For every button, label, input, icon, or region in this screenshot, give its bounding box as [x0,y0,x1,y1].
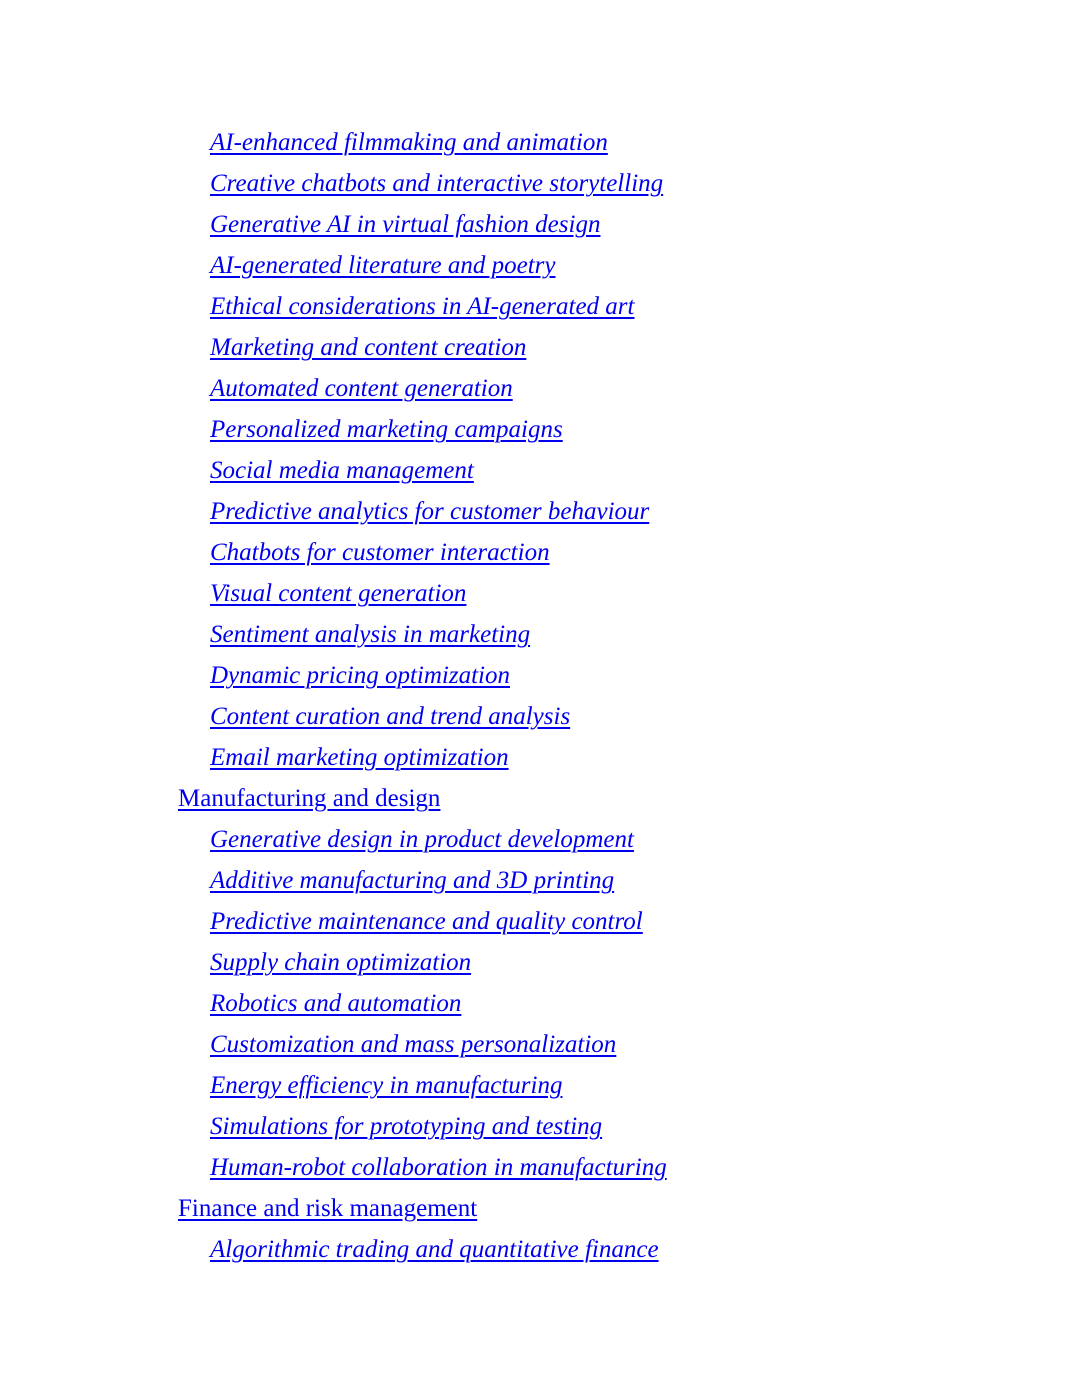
toc-subsection-link[interactable]: Marketing and content creation [210,334,527,361]
toc-subsection-link[interactable]: Ethical considerations in AI-generated art [210,293,635,320]
toc-entry [0,1024,1080,1065]
toc-subsection-link[interactable]: AI-generated literature and poetry [210,252,556,279]
toc-subsection-link[interactable]: Generative design in product development [210,826,634,853]
toc-entry [0,819,1080,860]
toc-entry [0,1229,1080,1270]
toc-entry [0,983,1080,1024]
toc-subsection-link[interactable]: Generative AI in virtual fashion design [210,211,601,238]
toc-entry [0,286,1080,327]
toc-entry [0,532,1080,573]
toc-section-link[interactable]: Finance and risk management [178,1195,478,1222]
toc-entry [0,491,1080,532]
toc-subsection-link[interactable]: Dynamic pricing optimization [210,662,510,689]
toc-entry [0,942,1080,983]
toc-section-link[interactable]: Manufacturing and design [178,785,441,812]
toc-entry [0,696,1080,737]
toc-subsection-link[interactable]: Supply chain optimization [210,949,472,976]
toc-subsection-link[interactable]: Energy efficiency in manufacturing [210,1072,563,1099]
toc-subsection-link[interactable]: Predictive analytics for customer behaviour [210,498,650,525]
toc-entry [0,450,1080,491]
toc-subsection-link[interactable]: Social media management [210,457,474,484]
toc-entry [0,1188,1080,1229]
toc-subsection-link[interactable]: Robotics and automation [210,990,462,1017]
toc-entry [0,901,1080,942]
toc-subsection-link[interactable]: Predictive maintenance and quality control [210,908,643,935]
toc-entry [0,327,1080,368]
toc-subsection-link[interactable]: Creative chatbots and interactive storytelling [210,170,664,197]
toc-subsection-link[interactable]: Customization and mass personalization [210,1031,617,1058]
toc-subsection-link[interactable]: Simulations for prototyping and testing [210,1113,603,1140]
toc-subsection-link[interactable]: Content curation and trend analysis [210,703,571,730]
toc-entry [0,573,1080,614]
toc-entry [0,655,1080,696]
toc-subsection-link[interactable]: Chatbots for customer interaction [210,539,550,566]
toc-entry [0,409,1080,450]
toc-subsection-link[interactable]: Email marketing optimization [210,744,509,771]
toc-entry [0,1065,1080,1106]
toc-entry [0,368,1080,409]
toc-subsection-link[interactable]: AI-enhanced filmmaking and animation [210,129,608,156]
toc-entry [0,614,1080,655]
toc-entry [0,737,1080,778]
toc-entry [0,204,1080,245]
toc-entry [0,163,1080,204]
toc-entry [0,122,1080,163]
toc-subsection-link[interactable]: Personalized marketing campaigns [210,416,563,443]
table-of-contents [0,122,1080,1270]
toc-entry [0,1147,1080,1188]
toc-subsection-link[interactable]: Sentiment analysis in marketing [210,621,531,648]
toc-entry [0,860,1080,901]
toc-subsection-link[interactable]: Automated content generation [210,375,513,402]
toc-entry [0,1106,1080,1147]
toc-entry [0,778,1080,819]
toc-subsection-link[interactable]: Visual content generation [210,580,467,607]
toc-subsection-link[interactable]: Human-robot collaboration in manufacturing [210,1154,667,1181]
toc-subsection-link[interactable]: Additive manufacturing and 3D printing [210,867,615,894]
toc-entry [0,245,1080,286]
toc-subsection-link[interactable]: Algorithmic trading and quantitative finance [210,1236,659,1263]
